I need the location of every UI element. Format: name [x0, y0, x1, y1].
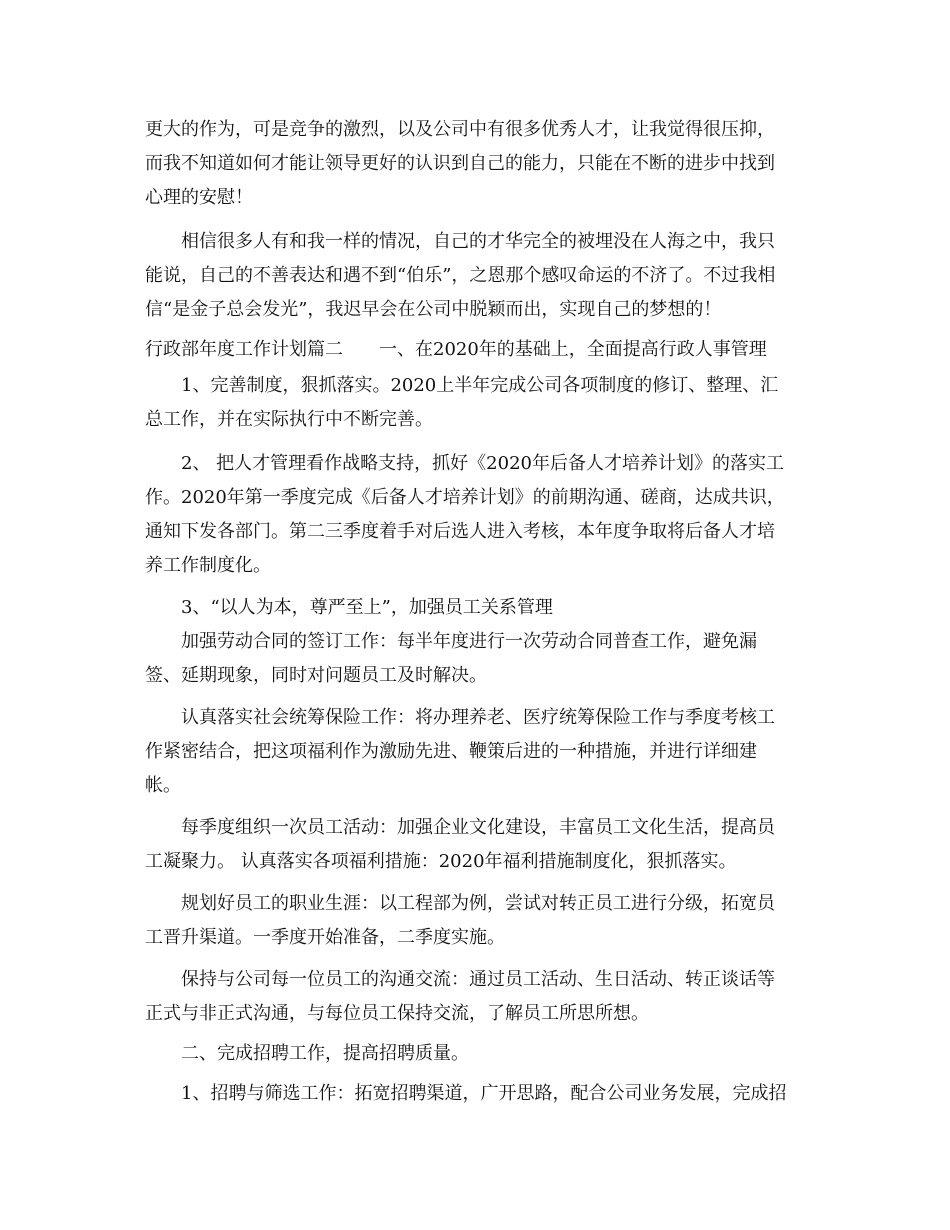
text-line: 规划好员工的职业生涯：以工程部为例，尝试对转正员工进行分级，拓宽员 — [181, 893, 775, 914]
text-line: 3、“以人为本，尊严至上”，加强员工关系管理 — [181, 597, 553, 618]
text-line: 通知下发各部门。第二三季度着手对后选人进入考核，本年度争取将后备人才培 — [145, 521, 775, 542]
text-line: 而我不知道如何才能让领导更好的认识到自己的能力，只能在不断的进步中找到 — [145, 153, 775, 174]
text-line: 正式与非正式沟通，与每位员工保持交流，了解员工所思所想。 — [145, 1003, 649, 1024]
text-line: 2、 把人才管理看作战略支持，抓好《2020年后备人才培养计划》的落实工 — [181, 453, 784, 474]
section-heading: 行政部年度工作计划篇二 一、在2020年的基础上，全面提高行政人事管理 — [145, 339, 767, 360]
text-line: 保持与公司每一位员工的沟通交流：通过员工活动、生日活动、转正谈话等 — [181, 969, 775, 990]
text-line: 作紧密结合，把这项福利作为激励先进、鞭策后进的一种措施，并进行详细建 — [145, 741, 757, 762]
text-line: 签、延期现象，同时对问题员工及时解决。 — [145, 665, 487, 686]
text-line: 相信很多人有和我一样的情况，自己的才华完全的被埋没在人海之中，我只 — [181, 231, 775, 252]
text-line: 总工作，并在实际执行中不断完善。 — [145, 409, 433, 430]
text-line: 1、招聘与筛选工作：拓宽招聘渠道，广开思路，配合公司业务发展，完成招 — [181, 1083, 787, 1104]
text-line: 加强劳动合同的签订工作：每半年度进行一次劳动合同普查工作，避免漏 — [181, 631, 757, 652]
text-line: 作。2020年第一季度完成《后备人才培养计划》的前期沟通、磋商，达成共识， — [145, 487, 785, 508]
text-line: 认真落实社会统筹保险工作：将办理养老、医疗统筹保险工作与季度考核工 — [181, 707, 775, 728]
text-line: 能说，自己的不善表达和遇不到“伯乐”，之恩那个感叹命运的不济了。不过我相 — [145, 265, 776, 286]
text-line: 每季度组织一次员工活动：加强企业文化建设，丰富员工文化生活，提高员 — [181, 817, 775, 838]
text-line: 信“是金子总会发光”，我迟早会在公司中脱颖而出，实现自己的梦想的！ — [145, 299, 722, 320]
text-line: 更大的作为，可是竞争的激烈，以及公司中有很多优秀人才，让我觉得很压抑， — [145, 119, 775, 140]
text-line: 帐。 — [145, 775, 181, 796]
text-line: 工晋升渠道。一季度开始准备，二季度实施。 — [145, 927, 505, 948]
text-line: 二、完成招聘工作，提高招聘质量。 — [181, 1043, 469, 1064]
text-line: 1、完善制度，狠抓落实。2020上半年完成公司各项制度的修订、整理、汇 — [181, 375, 779, 396]
text-line: 心理的安慰！ — [145, 187, 253, 208]
text-line: 养工作制度化。 — [145, 555, 271, 576]
text-line: 工凝聚力。 认真落实各项福利措施：2020年福利措施制度化，狠抓落实。 — [145, 851, 737, 872]
